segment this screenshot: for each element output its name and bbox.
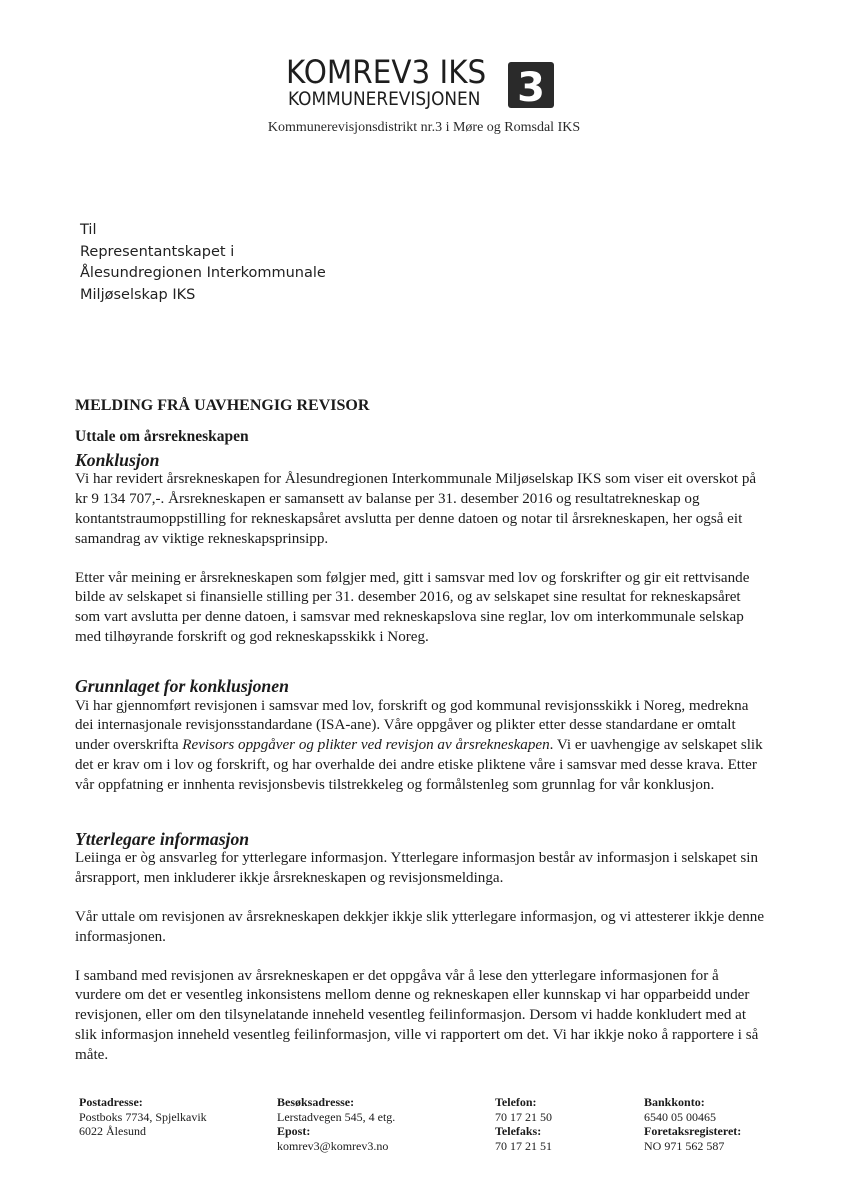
konklusjon-paragraph-2: Etter vår meining er årsrekneskapen som følgjer med, gitt i samsvar med lov og forskrifter og gir eit rettvisande bilde av selskapet si finansielle stilling per 31. desember 2016, og av selskapet sine resultat for rekneskapsåret som vart avslutta per denne datoen, i samsvar med rekneskapslova sine reglar, lov om interkommunale selskap med tilhøyrande forskrift og god rekneskapsskikk i Noreg. (75, 569, 750, 645)
footer-value: Postboks 7734, Spjelkavik (79, 1109, 207, 1124)
footer-label: Bankkonto: (644, 1095, 705, 1109)
addressee-line: Ålesundregionen Interkommunale (80, 265, 326, 281)
footer-value: 70 17 21 51 (495, 1138, 552, 1153)
footer-visit-address (277, 1095, 395, 1153)
grunnlag-paragraph (75, 697, 765, 796)
logo-mark-digit: 3 (517, 65, 545, 108)
footer-postal-address (79, 1095, 207, 1139)
ytterlegare-paragraph-1: Leiinga er òg ansvarleg for ytterlegare informasjon. Ytterlegare informasjon består av informasjon i selskapet sin årsrapport, men inkluderer ikkje årsrekneskapen og revisjonsmeldinga. (75, 850, 759, 887)
konklusjon-paragraph-1: Vi har revidert årsrekneskapen for Ålesundregionen Interkommunale Miljøselskap IKS som viser eit overskot på kr 9 134 707,-. Årsrekneskapen er samansett av balanse per 31. desember 2016 og resultatrekneskap og kontantstraumoppstilling for rekneskapsåret avslutta per denne datoen og notar til årsrekneskapen, her også eit samandrag av viktige rekneskapsprinsipp. (75, 471, 757, 547)
footer-label: Besøksadresse: (277, 1095, 355, 1109)
grunnlag-heading: Grunnlaget for konklusjonen (75, 675, 289, 696)
footer-value: 6022 Ålesund (79, 1124, 146, 1139)
grunnlag-text-b: . Vi er uavhengige av selskapet slik det er krav om i lov og forskrift, og har overhalde dei andre etiske pliktene våre i samsvar med desse krava. Etter vår oppfatning er innhenta revisjonsbevis tilstrekkeleg og formålstenleg som grunnlag for vår konklusjon. (75, 737, 763, 793)
footer-label: Epost: (277, 1124, 311, 1139)
addressee-line: Miljøselskap IKS (80, 286, 196, 303)
section-title: Uttale om årsrekneskapen (75, 427, 249, 445)
footer-bank (644, 1095, 741, 1153)
letter-body (75, 396, 765, 1066)
logo-mark-icon (508, 62, 554, 108)
grunnlag-text-a: Vi har gjennomført revisjonen i samsvar med lov, forskrift og god kommunal revisjonsskikk i Noreg, medrekna dei internasjonale revisjonsstandardane (ISA-ane). Våre oppgåver og plikter etter desse standardane er omtalt under overskrifta (75, 697, 749, 754)
footer-value: Lerstadvegen 545, 4 etg. (277, 1109, 396, 1124)
ytterlegare-heading: Ytterlegare informasjon (75, 828, 250, 849)
document-title: MELDING FRÅ UAVHENGIG REVISOR (75, 397, 370, 414)
footer-value: NO 971 562 587 (644, 1138, 725, 1153)
footer-label: Telefaks: (495, 1124, 542, 1139)
ytterlegare-paragraph-3: I samband med revisjonen av årsrekneskapen er det oppgåva vår å lese den ytterlegare informasjonen for å vurdere om det er vesentleg inkonsistens mellom denne og rekneskapen eller kunnskap vi har opparbeidd under revisjonen, eller om den tilsynelatande inneheld vesentleg feilinformasjon. Dersom vi hadde konkludert med at slik informasjon inneheld vesentleg feilinformasjon, ville vi rapportert om det. Vi har ikkje noko å rapportere i så måte. (75, 967, 759, 1063)
footer-phone (495, 1095, 552, 1153)
komrev3-logo (286, 53, 566, 114)
logo-title: KOMREV3 IKS (286, 53, 487, 91)
footer-label: Foretaksregisteret: (644, 1124, 742, 1139)
addressee-to: Til (80, 222, 97, 238)
logo-subtitle: KOMMUNEREVISJONEN (288, 88, 481, 110)
footer-email: komrev3@komrev3.no (277, 1138, 389, 1153)
organisation-subtitle: Kommunerevisjonsdistrikt nr.3 i Møre og Romsdal IKS (267, 120, 581, 135)
footer-value: 6540 05 00465 (644, 1109, 716, 1124)
addressee-line: Representantskapet i (80, 243, 235, 260)
footer-label: Telefon: (495, 1095, 537, 1109)
footer-label: Postadresse: (79, 1095, 143, 1109)
ytterlegare-paragraph-2: Vår uttale om revisjonen av årsrekneskapen dekkjer ikkje slik ytterlegare informasjon, og vi attesterer ikkje denne informasjonen. (75, 908, 765, 945)
footer-value: 70 17 21 50 (495, 1109, 552, 1124)
grunnlag-reference: Revisors oppgåver og plikter ved revisjon av årsrekneskapen (182, 737, 550, 754)
addressee-block (80, 220, 326, 306)
konklusjon-heading: Konklusjon (75, 449, 160, 470)
